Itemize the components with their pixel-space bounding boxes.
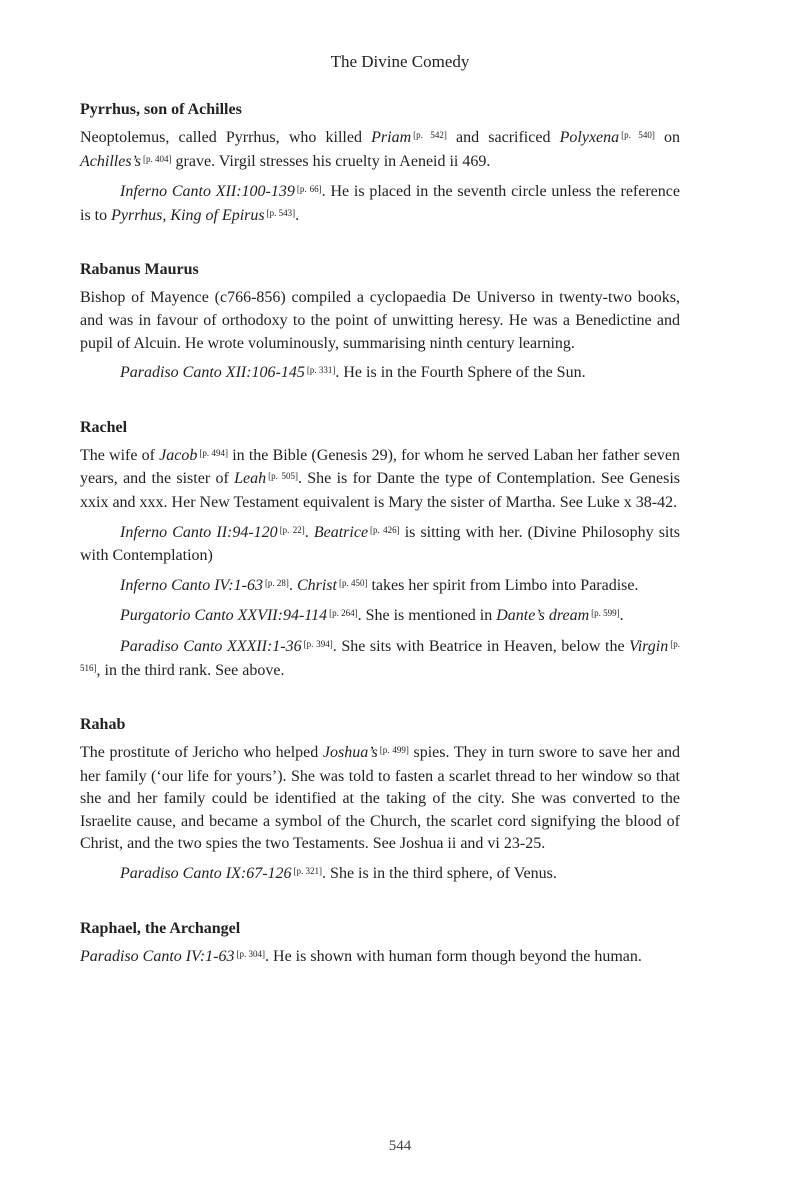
text-run: on: [654, 129, 680, 146]
page-reference: [p. 516]: [80, 638, 680, 673]
glossary-entry: [80, 259, 680, 385]
text-run: .: [295, 206, 300, 224]
cross-reference-link[interactable]: Polyxena: [559, 129, 620, 146]
cross-reference-link[interactable]: Virgin: [629, 637, 669, 655]
entry-heading: Pyrrhus, son of Achilles: [80, 101, 242, 118]
entry-description: [80, 287, 680, 355]
text-run: spies. They in turn swore to save her and her family (‘our life for yours’). She was told to fasten a scarlet thread to her window so that she and her family could be identified at the taking of the city. She was converted to the Israelite cause, and became a symbol of the Church, the scarlet cord signifying the blood of Christ, and the two spies the two Testaments. See Joshua ii and vi 23-25.: [80, 744, 681, 853]
text-run: takes her spirit from Limbo into Paradise.: [367, 576, 639, 594]
cross-reference-link[interactable]: Priam: [371, 129, 412, 146]
page-reference: [p. 499]: [379, 745, 409, 756]
text-run: in the Bible (Genesis 29), for whom he served Laban her father seven years, and the sister of: [80, 446, 681, 488]
page-reference: [p. 540]: [621, 130, 655, 140]
cross-reference-link[interactable]: Inferno Canto IV:1-63: [120, 576, 263, 594]
running-header-title: The Divine Comedy: [330, 52, 470, 71]
canto-reference-paragraph: [80, 362, 680, 386]
text-run: and sacrificed: [446, 129, 560, 146]
text-run: . She is in the third sphere, of Venus.: [322, 865, 557, 883]
text-run: Neoptolemus, called Pyrrhus, who killed: [80, 129, 372, 146]
page-reference: [p. 28]: [264, 577, 289, 588]
page-reference: [p. 66]: [296, 184, 322, 195]
entry-description: [80, 946, 680, 970]
text-run: .: [304, 523, 314, 541]
glossary-entry: [80, 99, 680, 228]
entry-description: [80, 127, 680, 174]
cross-reference-link[interactable]: Christ: [296, 576, 337, 594]
canto-reference-paragraph: [80, 863, 680, 887]
entry-heading: Raphael, the Archangel: [80, 919, 241, 937]
page-reference: [p. 264]: [329, 608, 358, 619]
canto-reference-paragraph: [80, 575, 680, 599]
page-reference: [p. 543]: [266, 207, 296, 218]
page-reference: [p. 22]: [279, 524, 305, 535]
page-reference: [p. 450]: [338, 577, 368, 588]
cross-reference-link[interactable]: Paradiso Canto IX:67-126: [120, 865, 292, 883]
entry-heading: Rachel: [80, 418, 128, 436]
page-reference: [p. 542]: [413, 130, 447, 140]
page-reference: [p. 321]: [293, 866, 323, 877]
cross-reference-link[interactable]: Inferno Canto II:94-120: [120, 523, 278, 541]
cross-reference-link[interactable]: Achilles’s: [80, 152, 142, 170]
text-run: . He is placed in the seventh circle unless the reference is to: [80, 183, 680, 224]
page-reference: [p. 494]: [199, 447, 229, 458]
cross-reference-link[interactable]: Beatrice: [313, 523, 369, 541]
page-reference: [p. 599]: [591, 608, 620, 619]
text-run: . He is in the Fourth Sphere of the Sun.: [335, 364, 586, 382]
cross-reference-link[interactable]: Paradiso Canto XXXII:1-36: [120, 637, 302, 655]
text-run: , in the third rank. See above.: [96, 661, 285, 679]
page-reference: [p. 394]: [303, 638, 333, 649]
cross-reference-link[interactable]: Paradiso Canto XII:106-145: [120, 364, 305, 382]
page-number: 544: [388, 1138, 412, 1154]
entry-description: [80, 445, 680, 515]
cross-reference-link[interactable]: Inferno Canto XII:100-139: [120, 183, 295, 201]
page-reference: [p. 331]: [306, 365, 336, 376]
glossary-entry: [80, 714, 680, 887]
text-run: .: [288, 576, 297, 594]
text-run: grave. Virgil stresses his cruelty in Aeneid ii 469.: [171, 152, 491, 170]
canto-reference-paragraph: [80, 636, 680, 683]
text-run: . She is mentioned in: [357, 607, 497, 625]
cross-reference-link[interactable]: Pyrrhus, King of Epirus: [111, 206, 265, 224]
glossary-entry: [80, 417, 680, 683]
page-reference: [p. 426]: [370, 524, 400, 535]
text-run: Bishop of Mayence (c766-856) compiled a cyclopaedia De Universo in twenty-two books, and was in favour of orthodoxy to the point of unwitting heresy. He was a Benedictine and pupil of Alcuin. He wrote voluminously, summarising ninth century learning.: [80, 289, 680, 352]
cross-reference-link[interactable]: Dante’s dream: [496, 607, 590, 625]
entry-heading: Rahab: [80, 716, 126, 734]
cross-reference-link[interactable]: Joshua’s: [322, 744, 378, 762]
canto-reference-paragraph: [80, 605, 680, 629]
cross-reference-link[interactable]: Purgatorio Canto XXVII:94-114: [120, 607, 328, 625]
glossary-entry: [80, 918, 680, 970]
text-run: . She is for Dante the type of Contemplation. See Genesis xxix and xxx. Her New Testament equivalent is Mary the sister of Martha. See Luke x 38-42.: [80, 470, 680, 511]
text-run: The prostitute of Jericho who helped: [80, 744, 323, 762]
page-reference: [p. 304]: [236, 948, 266, 959]
page-reference: [p. 404]: [143, 153, 172, 164]
entry-heading: Rabanus Maurus: [80, 261, 199, 279]
text-run: The wife of: [80, 446, 160, 464]
text-run: is sitting with her. (Divine Philosophy sits with Contemplation): [80, 523, 681, 565]
canto-reference-paragraph: [80, 181, 680, 228]
cross-reference-link[interactable]: Paradiso Canto IV:1-63: [80, 947, 235, 965]
page-reference: [p. 505]: [268, 471, 298, 482]
entries-container: [80, 99, 680, 1000]
cross-reference-link[interactable]: Jacob: [159, 446, 198, 464]
text-run: .: [619, 607, 624, 625]
canto-reference-paragraph: [80, 522, 680, 568]
entry-description: [80, 742, 680, 856]
cross-reference-link[interactable]: Leah: [234, 470, 267, 488]
text-run: . She sits with Beatrice in Heaven, below the: [332, 637, 630, 655]
text-run: . He is shown with human form though beyond the human.: [265, 947, 642, 965]
